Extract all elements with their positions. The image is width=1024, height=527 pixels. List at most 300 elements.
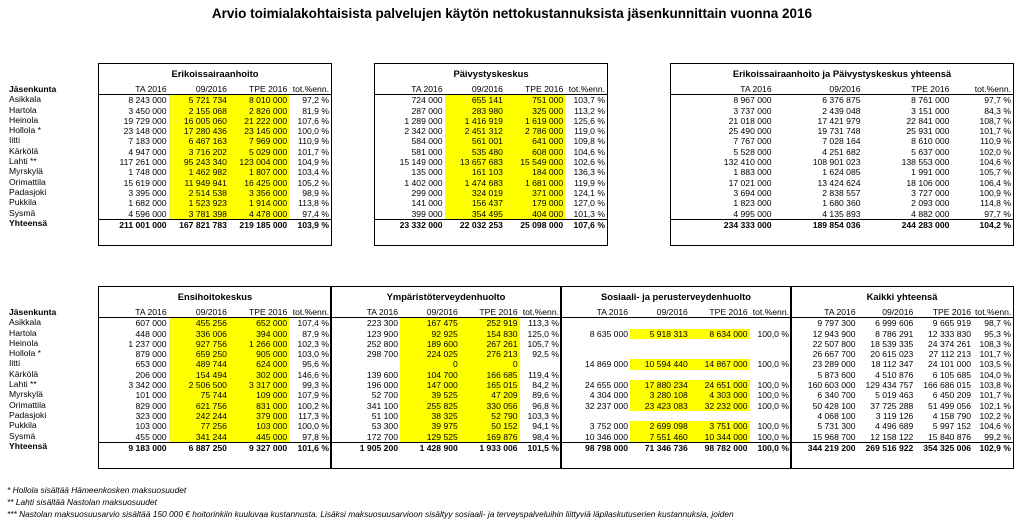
- table-cell: 113,3 %: [528, 318, 559, 329]
- table-cell: 3 342 000: [128, 380, 167, 391]
- table-row: [561, 401, 791, 411]
- table-cell: 3 450 000: [128, 105, 167, 116]
- total-cell: 6 887 250: [169, 442, 229, 453]
- table-cell: 1 289 000: [404, 115, 443, 126]
- column-header: tot.%enn.: [565, 84, 607, 95]
- table-row: [791, 432, 1013, 443]
- table-cell: 104,9 %: [297, 157, 329, 168]
- report-title: Arvio toimialakohtaisista palvelujen käytön nettokustannuksista jäsenkunnittain vuonna 2016: [211, 6, 813, 21]
- table-cell: 751 000: [505, 95, 565, 106]
- column-header: TA 2016: [331, 307, 400, 318]
- table-cell: 829 000: [135, 400, 167, 411]
- column-header: tot.%enn.: [520, 307, 561, 318]
- table-row: [671, 106, 1013, 116]
- table-cell: 8 634 000: [690, 329, 750, 339]
- column-header: TA 2016: [791, 307, 858, 318]
- table-cell: 489 744: [169, 359, 229, 369]
- table-cell: 4 947 000: [128, 146, 167, 157]
- table-cell: 166 686 015: [923, 380, 972, 391]
- table-cell: 119,4 %: [528, 369, 559, 380]
- total-cell: 104,2 %: [951, 219, 1013, 230]
- table-row: [671, 126, 1013, 136]
- table-cell: 7 028 164: [822, 136, 861, 147]
- table-cell: 3 119 126: [875, 410, 914, 421]
- table-cell: 100,0 %: [757, 390, 789, 401]
- table-cell: 1 914 000: [229, 198, 289, 208]
- table-row: [561, 318, 791, 329]
- table-cell: 101,7 %: [979, 349, 1011, 360]
- total-row: [99, 442, 331, 453]
- column-header-row: [671, 84, 1013, 95]
- table-cell: 104,6 %: [573, 146, 605, 157]
- table-cell: 19 731 748: [817, 126, 861, 137]
- table-cell: 455 256: [169, 318, 229, 329]
- municipality-name: Pukkila: [9, 197, 37, 208]
- table-row: [99, 390, 331, 400]
- table-cell: 1 402 000: [404, 177, 443, 188]
- block-sosiaali-perusterveydenhuolto: [560, 286, 792, 469]
- table-cell: 50 152: [460, 421, 520, 431]
- table-cell: 109,8 %: [573, 136, 605, 147]
- table-cell: [331, 359, 400, 369]
- municipality-name: Orimattila: [9, 176, 46, 187]
- table-cell: 1 682 000: [128, 198, 167, 209]
- table-cell: 117 261 000: [119, 157, 167, 168]
- municipality-name: Orimattila: [9, 399, 46, 410]
- table-cell: 81,9 %: [302, 105, 329, 116]
- block-ymparistoterveydenhuolto: [330, 286, 562, 469]
- table-cell: 584 000: [411, 136, 443, 147]
- total-cell: 211 001 000: [99, 219, 169, 230]
- table-cell: 92 925: [400, 329, 460, 339]
- table-cell: 22 841 000: [906, 115, 950, 126]
- municipality-name: Kärkölä: [9, 145, 39, 156]
- table-row: [791, 329, 1013, 339]
- table-cell: 6 340 700: [817, 390, 856, 401]
- total-cell: 103,9 %: [289, 219, 331, 230]
- table-cell: 2 826 000: [229, 106, 289, 116]
- table-row: [561, 390, 791, 400]
- table-cell: 105,7 %: [979, 167, 1011, 178]
- table-row: [561, 432, 791, 443]
- table-cell: 17 021 000: [728, 177, 772, 188]
- column-header: tot.%enn.: [289, 307, 331, 318]
- table-cell: 14 867 000: [690, 359, 750, 369]
- column-header-row: [375, 84, 607, 95]
- table-cell: 21 018 000: [728, 115, 772, 126]
- table-cell: 105,7 %: [527, 338, 559, 349]
- table-cell: 107,9 %: [297, 390, 329, 401]
- table-cell: 3 356 000: [229, 188, 289, 198]
- table-row: [791, 359, 1013, 369]
- table-cell: 102,1 %: [979, 400, 1011, 411]
- municipality-name: Asikkala: [9, 317, 41, 328]
- table-row: [375, 116, 607, 126]
- total-cell: 269 516 922: [858, 442, 916, 453]
- table-cell: [750, 349, 791, 359]
- table-cell: 6 999 606: [875, 318, 914, 329]
- table-cell: 102,3 %: [297, 338, 329, 349]
- total-cell: 1 428 900: [400, 442, 460, 453]
- column-header: TPE 2016: [915, 307, 973, 318]
- table-cell: [630, 318, 690, 329]
- table-cell: 97,2 %: [302, 95, 329, 106]
- table-cell: 100,0 %: [757, 431, 789, 442]
- column-header: TA 2016: [561, 307, 630, 318]
- table-cell: 27 112 213: [928, 349, 972, 360]
- table-cell: 23 148 000: [123, 126, 167, 137]
- table-cell: 15 840 876: [928, 431, 972, 442]
- column-header: 09/2016: [630, 307, 690, 318]
- municipality-list-bottom: [9, 307, 56, 451]
- table-cell: 17 880 234: [630, 380, 690, 390]
- table-row: [331, 432, 561, 443]
- table-cell: 16 005 060: [169, 116, 229, 126]
- table-cell: 4 882 000: [911, 208, 950, 219]
- table-cell: 108 901 023: [812, 157, 861, 168]
- table-cell: 223 300: [366, 318, 398, 329]
- table-cell: 6 376 875: [822, 95, 861, 106]
- table-cell: 107,4 %: [297, 318, 329, 329]
- table-cell: 1 237 000: [128, 338, 167, 349]
- municipality-name: Lahti **: [9, 379, 37, 390]
- table-cell: 15 968 700: [812, 431, 856, 442]
- table-cell: 20 615 023: [870, 349, 914, 360]
- table-cell: 7 969 000: [229, 136, 289, 146]
- table-cell: 24 651 000: [690, 380, 750, 390]
- table-row: [331, 421, 561, 431]
- table-cell: 113,2 %: [574, 105, 605, 116]
- table-row: [331, 390, 561, 400]
- table-row: [331, 318, 561, 329]
- table-cell: 11 949 941: [169, 178, 229, 188]
- table-cell: 167 475: [400, 318, 460, 329]
- table-cell: 109 000: [229, 390, 289, 400]
- table-row: [99, 349, 331, 359]
- column-header: tot.%enn.: [975, 307, 1012, 317]
- column-header-row: [561, 307, 791, 318]
- table-cell: 172 700: [366, 431, 398, 442]
- table-cell: 114,8 %: [980, 198, 1011, 209]
- table-cell: 4 251 682: [822, 146, 861, 157]
- table-cell: [520, 359, 561, 369]
- table-cell: 184 000: [505, 167, 565, 177]
- table-row: [99, 147, 331, 157]
- table-cell: 141 000: [411, 198, 443, 209]
- table-cell: 17 280 436: [169, 126, 229, 136]
- block-kaikki-yhteensa: [790, 286, 1014, 469]
- municipality-name: Heinola: [9, 114, 39, 125]
- table-cell: 659 250: [169, 349, 229, 359]
- table-cell: 51 100: [371, 410, 398, 421]
- table-cell: 1 619 000: [505, 116, 565, 126]
- table-cell: 8 761 000: [911, 95, 950, 106]
- table-row: [99, 370, 331, 380]
- table-row: [99, 167, 331, 177]
- table-row: [561, 421, 791, 431]
- table-row: [99, 339, 331, 349]
- table-cell: 24 374 261: [928, 338, 972, 349]
- block-title: Erikoissairaanhoito: [171, 68, 259, 79]
- table-cell: 125,0 %: [527, 328, 559, 339]
- table-cell: 101,7 %: [979, 390, 1011, 401]
- table-cell: 98,7 %: [984, 318, 1011, 329]
- table-cell: 160 603 000: [807, 380, 856, 391]
- table-cell: 336 006: [169, 329, 229, 339]
- table-cell: 107,6 %: [297, 115, 329, 126]
- municipality-name: Sysmä: [9, 430, 36, 441]
- table-row: [671, 167, 1013, 177]
- table-cell: 1 266 000: [229, 339, 289, 349]
- table-cell: 2 342 000: [404, 126, 443, 137]
- table-cell: 104,0 %: [979, 369, 1011, 380]
- table-row: [671, 198, 1013, 208]
- table-row: [331, 349, 561, 359]
- table-cell: 113,8 %: [298, 198, 329, 209]
- table-cell: 535 480: [445, 147, 505, 157]
- table-cell: 17 421 979: [817, 115, 861, 126]
- table-cell: 399 000: [411, 208, 443, 219]
- table-cell: 1 416 919: [445, 116, 505, 126]
- table-cell: 47 209: [460, 390, 520, 400]
- table-cell: 3 151 000: [911, 105, 950, 116]
- table-cell: 100,9 %: [979, 187, 1011, 198]
- table-cell: 25 931 000: [906, 126, 950, 137]
- total-cell: 102,9 %: [973, 442, 1013, 453]
- total-cell: 107,6 %: [565, 219, 607, 230]
- municipality-name: Myrskylä: [9, 389, 43, 400]
- column-header-row: [99, 84, 331, 95]
- municipality-name: Padasjoki: [9, 409, 47, 420]
- table-cell: 100,0 %: [757, 400, 789, 411]
- total-cell: 71 346 736: [630, 442, 690, 453]
- column-header: TA 2016: [99, 84, 169, 95]
- table-cell: 276 213: [460, 349, 520, 359]
- table-cell: 12 158 122: [870, 431, 914, 442]
- table-cell: 4 303 000: [690, 390, 750, 400]
- table-cell: 12 943 900: [812, 328, 856, 339]
- table-cell: 4 068 100: [817, 410, 856, 421]
- table-cell: [750, 318, 791, 329]
- table-cell: 324 019: [445, 188, 505, 198]
- table-cell: 255 825: [400, 401, 460, 411]
- table-cell: 2 093 000: [911, 198, 950, 209]
- table-cell: 607 000: [135, 318, 167, 329]
- table-cell: 129 434 757: [865, 380, 914, 391]
- table-cell: 100,0 %: [757, 380, 789, 391]
- table-row: [99, 178, 331, 188]
- table-cell: 8 243 000: [128, 95, 167, 106]
- table-cell: 455 000: [135, 431, 167, 442]
- table-cell: 3 280 108: [630, 390, 690, 400]
- table-cell: 652 000: [229, 318, 289, 329]
- table-cell: 1 681 000: [505, 178, 565, 188]
- column-header: tot.%enn.: [289, 84, 331, 95]
- table-cell: 655 141: [445, 95, 505, 106]
- table-row: [375, 209, 607, 220]
- table-cell: 9 797 300: [817, 318, 856, 329]
- data-table: [561, 307, 791, 453]
- table-cell: [750, 411, 791, 421]
- table-cell: 298 700: [366, 349, 398, 360]
- total-row: [671, 219, 1013, 230]
- table-cell: 127,0 %: [573, 198, 605, 209]
- table-cell: 84,2 %: [532, 380, 559, 391]
- table-cell: 147 000: [400, 380, 460, 390]
- table-row: [561, 339, 791, 349]
- table-cell: 26 667 700: [812, 349, 856, 360]
- column-header: TA 2016: [99, 307, 169, 318]
- table-cell: 101,7 %: [297, 146, 329, 157]
- table-cell: 138 553 000: [901, 157, 950, 168]
- table-row: [375, 147, 607, 157]
- table-row: [671, 188, 1013, 198]
- table-cell: [690, 318, 750, 329]
- table-cell: 641 000: [505, 136, 565, 146]
- table-cell: 1 474 683: [445, 178, 505, 188]
- table-cell: 100,2 %: [297, 400, 329, 411]
- table-cell: 1 883 000: [733, 167, 772, 178]
- table-cell: [630, 349, 690, 359]
- table-cell: 89,6 %: [532, 390, 559, 401]
- table-cell: 448 000: [135, 328, 167, 339]
- column-header: 09/2016: [169, 84, 229, 95]
- table-cell: 23 145 000: [229, 126, 289, 136]
- table-row: [99, 318, 331, 329]
- total-label: Yhteensä: [9, 440, 48, 451]
- table-row: [99, 401, 331, 411]
- table-cell: 95,6 %: [302, 359, 329, 370]
- table-cell: 124,1 %: [573, 187, 605, 198]
- table-cell: 2 699 098: [630, 421, 690, 431]
- table-cell: 108,3 %: [979, 338, 1011, 349]
- table-row: [375, 136, 607, 146]
- total-cell: 167 821 783: [169, 219, 229, 230]
- table-cell: 117,3 %: [298, 410, 329, 421]
- table-cell: [690, 349, 750, 359]
- municipality-list-top: [9, 84, 56, 228]
- table-cell: 23 289 000: [812, 359, 856, 370]
- table-cell: 1 624 085: [822, 167, 861, 178]
- table-cell: 53 300: [371, 421, 398, 432]
- table-cell: 354 495: [445, 209, 505, 220]
- table-cell: 139 600: [366, 369, 398, 380]
- total-cell: 98 798 000: [561, 442, 630, 453]
- column-header: TPE 2016: [690, 307, 750, 318]
- table-cell: 206 000: [135, 369, 167, 380]
- table-cell: 330 056: [460, 401, 520, 411]
- table-row: [331, 411, 561, 421]
- table-cell: 179 000: [505, 198, 565, 208]
- municipality-name: Iitti: [9, 358, 20, 369]
- column-header: 09/2016: [400, 307, 460, 318]
- table-cell: 37 725 288: [870, 400, 914, 411]
- table-row: [99, 209, 331, 220]
- table-cell: 2 451 312: [445, 126, 505, 136]
- column-header: 09/2016: [445, 84, 505, 95]
- table-cell: 3 727 000: [911, 187, 950, 198]
- table-row: [331, 401, 561, 411]
- table-cell: 2 838 557: [822, 187, 861, 198]
- table-cell: [690, 411, 750, 421]
- table-cell: 16 425 000: [229, 178, 289, 188]
- table-cell: 24 101 000: [928, 359, 972, 370]
- total-cell: 9 327 000: [229, 442, 289, 453]
- table-cell: 4 304 000: [589, 390, 628, 401]
- table-cell: 125,6 %: [573, 115, 605, 126]
- table-row: [99, 421, 331, 431]
- table-cell: 95,3 %: [984, 328, 1011, 339]
- total-cell: 1 905 200: [331, 442, 400, 453]
- table-cell: 5 997 152: [932, 421, 972, 432]
- table-cell: 724 000: [411, 95, 443, 106]
- table-cell: 394 000: [229, 329, 289, 339]
- table-cell: 101,3 %: [573, 208, 605, 219]
- total-cell: 100,0 %: [750, 442, 791, 453]
- total-cell: 22 032 253: [445, 219, 505, 230]
- table-row: [99, 359, 331, 369]
- municipality-name: Hartola: [9, 104, 37, 115]
- table-cell: 341 244: [169, 432, 229, 443]
- table-row: [375, 167, 607, 177]
- table-cell: 25 490 000: [728, 126, 772, 137]
- table-cell: [750, 370, 791, 380]
- municipality-name: Sysmä: [9, 207, 36, 218]
- table-cell: 97,7 %: [984, 95, 1011, 106]
- table-cell: 6 450 209: [932, 390, 972, 401]
- block-title: Ympäristöterveydenhuolto: [386, 291, 506, 302]
- total-cell: 1 933 006: [460, 442, 520, 453]
- table-cell: 18 539 335: [870, 338, 914, 349]
- footnote: *** Nastolan maksuosuusarvio sisältää 150 000 € hoitorinkiin kuuluvaa kustannusta. Lisäksi maksuosuusarvioon sisältyy sosiaali- ja terveyspalveluihin liittyviä läpilaskutuserien kustannuksia, joiden: [7, 509, 734, 519]
- row-header: Jäsenkunta: [9, 84, 57, 94]
- table-row: [561, 380, 791, 390]
- table-cell: 52 790: [460, 411, 520, 421]
- table-cell: 18 112 347: [870, 359, 914, 370]
- table-cell: [561, 318, 630, 329]
- table-row: [671, 157, 1013, 167]
- table-row: [99, 116, 331, 126]
- table-cell: 2 439 048: [822, 105, 861, 116]
- block-title: Kaikki yhteensä: [866, 291, 938, 302]
- table-cell: 92,5 %: [532, 349, 559, 360]
- table-cell: 4 478 000: [229, 209, 289, 220]
- table-cell: 156 437: [445, 198, 505, 208]
- column-header-row: [791, 307, 1013, 318]
- table-cell: [630, 339, 690, 349]
- table-cell: [561, 339, 630, 349]
- table-row: [331, 380, 561, 390]
- table-cell: 6 105 685: [932, 369, 972, 380]
- total-row: [99, 219, 331, 230]
- total-row: [561, 442, 791, 453]
- table-cell: 51 499 056: [928, 400, 972, 411]
- table-cell: 242 244: [169, 411, 229, 421]
- table-cell: 8 610 000: [911, 136, 950, 147]
- table-row: [99, 157, 331, 167]
- table-cell: [630, 411, 690, 421]
- table-cell: 13 424 624: [817, 177, 861, 188]
- table-cell: 97,8 %: [302, 431, 329, 442]
- table-cell: 24 655 000: [584, 380, 628, 391]
- table-cell: 287 000: [411, 105, 443, 116]
- column-header: TA 2016: [375, 84, 445, 95]
- table-row: [331, 359, 561, 369]
- footnotes: [7, 484, 734, 520]
- table-cell: 2 514 538: [169, 188, 229, 198]
- row-header: Jäsenkunta: [9, 307, 57, 317]
- total-row: [791, 442, 1013, 453]
